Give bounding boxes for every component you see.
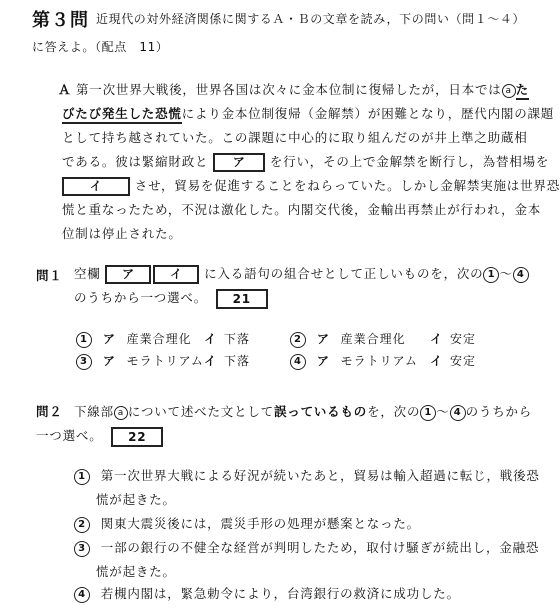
blank-box-i: イ [62, 177, 130, 196]
option-value-i: 安定 [450, 332, 477, 346]
option-value-a: モラトリアム [126, 354, 204, 368]
q2-option-3-cont: 慌が起きた。 [96, 564, 176, 579]
passage-line-6: 慌と重なったため，不況は激化した。内閣交代後，金輸出再禁止が行われ，金本 [62, 202, 542, 217]
option-key-a: ア [102, 332, 116, 346]
option-key-i: イ [430, 332, 444, 346]
q2-emphasis: 誤っているもの [273, 404, 368, 419]
header-instruction-line2: に答えよ。（配点 11） [32, 40, 169, 54]
option-key-a: ア [102, 354, 116, 368]
q1-stem-line2 [74, 288, 268, 309]
option-number: 3 [76, 354, 92, 370]
option-number: 1 [74, 469, 90, 485]
q1-stem-line1 [74, 264, 529, 284]
passage-line-2 [62, 104, 554, 122]
underline-marker-a: a [502, 84, 516, 98]
option-value-i: 下落 [224, 332, 251, 346]
passage-line-7: 位制は停止された。 [62, 226, 182, 241]
option-value-a: モラトリアム [340, 354, 418, 368]
q2-text: を，次の [367, 404, 421, 419]
q2-option-2[interactable] [74, 514, 420, 533]
option-number: 3 [74, 541, 90, 557]
option-key-i: イ [204, 332, 218, 346]
header-instruction-line1: 近現代の対外経済関係に関するＡ・Ｂの文章を読み，下の問い（問１〜４） [96, 12, 526, 26]
q1-text: 〜 [499, 266, 513, 281]
q2-answer-number-box: 22 [111, 427, 163, 447]
q1-answer-number-box: 21 [216, 289, 268, 309]
passage-line-1 [76, 80, 529, 98]
underlined-phrase: びたび発生した恐慌 [62, 106, 182, 124]
option-key-i: イ [430, 354, 444, 368]
passage-text: である。彼は緊縮財政と [62, 154, 209, 169]
passage-text: により金本位制復帰（金解禁）が困難となり，歴代内閣の課題 [181, 106, 555, 121]
option-text: 第一次世界大戦による好況が続いたあと，貿易は輸入超過に転じ，戦後恐 [100, 468, 540, 483]
blank-box-a: ア [213, 153, 265, 172]
q2-text: 下線部 [74, 404, 114, 419]
choice-marker-1: 1 [483, 267, 499, 283]
option-key-i: イ [204, 354, 218, 368]
passage-text: 第一次世界大戦後，世界各国は次々に金本位制に復帰したが，日本では [76, 82, 502, 97]
option-value-a: 産業合理化 [126, 332, 192, 346]
option-value-i: 安定 [450, 354, 477, 368]
q1-blank-box-a: ア [105, 265, 151, 284]
q2-option-3[interactable] [74, 538, 539, 557]
q1-option-3[interactable] [76, 352, 251, 370]
q2-text: のうちから [465, 404, 533, 419]
choice-marker-4: 4 [513, 267, 529, 283]
q2-text: について述べた文として [127, 404, 274, 419]
choice-marker-4: 4 [450, 405, 466, 421]
q1-option-1[interactable] [76, 330, 251, 348]
q1-text: のうちから一つ選べ。 [74, 290, 208, 305]
q1-option-2[interactable] [290, 330, 477, 348]
option-value-a: 産業合理化 [340, 332, 406, 346]
option-number: 2 [74, 517, 90, 533]
question-title: 第３問 [32, 10, 89, 31]
passage-text: を行い，その上で金解禁を断行し，為替相場を [269, 154, 550, 169]
option-text: 関東大震災後には，震災手形の処理が懸案となった。 [100, 516, 420, 531]
q2-stem-line2 [36, 426, 163, 447]
passage-line-4 [62, 152, 549, 172]
option-number: 2 [290, 332, 306, 348]
underline-marker-a: a [114, 406, 128, 420]
option-text: 一部の銀行の不健全な経営が判明したため，取付け騒ぎが続出し，金融恐 [100, 540, 540, 555]
option-key-a: ア [316, 354, 330, 368]
q1-blank-box-i: イ [153, 265, 199, 284]
option-number: 4 [74, 587, 90, 603]
option-text: 若槻内閣は，緊急勅令により，台湾銀行の救済に成功した。 [100, 586, 460, 601]
passage-label: Ａ [58, 82, 72, 97]
passage-line-5 [62, 176, 560, 196]
q2-text: 〜 [436, 404, 450, 419]
q2-option-4[interactable] [74, 584, 460, 603]
option-value-i: 下落 [224, 354, 251, 368]
passage-line-3: として持ち越されていた。この課題に中心的に取り組んだのが井上準之助蔵相 [62, 130, 528, 145]
q1-text: 空欄 [74, 266, 101, 281]
q1-text: に入る語句の組合せとして正しいものを，次の [204, 266, 484, 281]
choice-marker-1: 1 [420, 405, 436, 421]
q1-label: 問１ [36, 268, 63, 283]
option-number: 4 [290, 354, 306, 370]
q2-stem-line1 [74, 402, 532, 421]
q2-option-1[interactable] [74, 466, 540, 485]
option-number: 1 [76, 332, 92, 348]
q2-label: 問２ [36, 404, 63, 419]
underlined-phrase-start: た [516, 82, 529, 100]
q2-option-1-cont: 慌が起きた。 [96, 492, 176, 507]
q1-option-4[interactable] [290, 352, 477, 370]
q2-text: 一つ選べ。 [36, 428, 103, 443]
passage-text: させ，貿易を促進することをねらっていた。しかし金解禁実施は世界恐 [134, 178, 560, 193]
option-key-a: ア [316, 332, 330, 346]
